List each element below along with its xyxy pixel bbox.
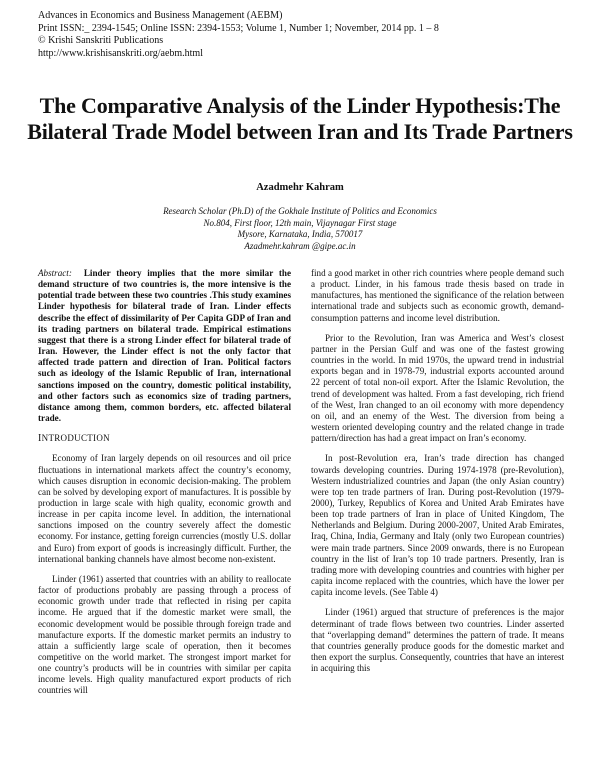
section-heading-introduction: INTRODUCTION: [38, 433, 110, 445]
left-column: [38, 268, 291, 706]
paper-title: The Comparative Analysis of the Linder Hypothesis:The Bilateral Trade Model between Iran and Its Trade Partners: [27, 93, 573, 144]
affiliation-line-3: Mysore, Karnataka, India, 570017: [237, 229, 363, 239]
affiliation-line-2: No.804, First floor, 12th main, Vijaynagar First stage: [203, 217, 397, 228]
author-name: Azadmehr Kahram: [256, 182, 344, 193]
right-column: [311, 268, 564, 683]
author-affiliation: [0, 206, 600, 252]
journal-name: Advances in Economics and Business Management (AEBM): [38, 10, 283, 21]
body-paragraph: In post-Revolution era, Iran’s trade direction has changed towards developing countries. During 1974-1978 (pre-Revolution), Western industrialized countries and Japan (the only Asian country) were top ten trade partners of Iran. During post-Revolution (1979-2000), Turkey, Republics of Korea and United Arab Emirates have been top trade partners of Iran in place of United Kingdom, The Netherlands and Belgium. During 2000-2007, United Arab Emirates, Iraq, China, India, Germany and Italy (only two European countries) were main trade partners. Since 2009 onwards, there is no European country in the list of Iran’s top 10 trade partners. Presently, Iran is trading more with developing countries and countries with higher per capita income replaced with the countries, which have the lower per capita income levels. (See Table 4): [311, 453, 564, 598]
issn-line: Print ISSN:_ 2394-1545; Online ISSN: 2394-1553; Volume 1, Number 1; November, 2014 pp. 1 – 8: [38, 22, 439, 34]
abstract-text: Linder theory implies that the more similar the demand structure of two countries is, the more intensive is the potential trade between these two countries .This study examines Linder hypothesis for bilateral trade of Iran. Linder effects describe the effect of dissimilarity of Per Capita GDP of Iran and its trading partners on bilateral trade. Empirical estimations suggest that there is a strong Linder effect for bilateral trade of Iran. However, the Linder effect is not the only factor that affected trade pattern and direction of Iran. Political factors such as ideology of the Islamic Republic of Iran, international sanctions imposed on the country, domestic political instability, and other factors such as economics size of trading partners, distance among them, common borders, etc. affected bilateral trade.: [38, 268, 291, 424]
body-paragraph: Prior to the Revolution, Iran was America and West’s closest partner in the Persian Gulf and was one of the fastest growing countries in the world. In mid 1970s, the upward trend in industrial exports began and in 1978-79, industrial exports accounted around 22 percent of total non-oil export. After the Islamic Revolution, the trend of development was halted. From a fast developing, rich friend of the West, Iran changed to an oil economy with more dependency on oil, and an enemy of the West. The diversion from being a western oriented developing country and the related change in trade pattern/direction has had a great impact on Iran’s economy.: [311, 332, 564, 444]
body-paragraph: Linder (1961) asserted that countries with an ability to reallocate factor of productions probably are passing through a process of economic growth under trade that reflected in rising per capita income. He argued that if the domestic market were small, the economic development would be possible through foreign trade and manufacture exports. If the domestic market permits an industry to attain a sufficiently large scale of operation, then it becomes competitive on the world market. The strongest import market for one country’s products will be in countries with similar per capita income levels. High quality manufactured export products of rich countries will: [38, 573, 291, 696]
author-email: Azadmehr.kahram @gipe.ac.in: [244, 240, 356, 251]
publisher-line: © Krishi Sanskriti Publications: [38, 35, 164, 47]
journal-url: http://www.krishisanskriti.org/aebm.html: [38, 47, 203, 59]
abstract: [38, 268, 291, 424]
journal-header: [38, 10, 439, 60]
body-paragraph: Economy of Iran largely depends on oil resources and oil price fluctuations in international markets affect the country’s economy, which causes disruption in economic decision-making. The problem can be solved by developing export of manufactures. It is possible by production in large scale with high quality, economic growth and increase in per capita income level. In addition, the international sanctions imposed on the country severely affect the domestic economy. For instance, getting foreign currencies (mostly U.S. dollar and Euro) from export of goods is increasingly difficult. Further, the international banking channels have almost become non-existent.: [38, 453, 291, 564]
affiliation-line-1: Research Scholar (Ph.D) of the Gokhale Institute of Politics and Economics: [163, 206, 437, 216]
body-paragraph: Linder (1961) argued that structure of preferences is the major determinant of trade flows between two countries. Linder asserted that “overlapping demand” determines the pattern of trade. It means that countries generally produce goods for the domestic market and then export the surplus. Consequently, countries that have an interest in acquiring this: [311, 607, 564, 674]
body-paragraph: find a good market in other rich countries where people demand such a product. Linder, in his famous trade thesis based on trade in manufactures, has mentioned the significance of the relation between international trade and subjects such as economic growth, demand-consumption patterns and income level distribution.: [311, 268, 564, 323]
abstract-label: Abstract:: [38, 268, 72, 278]
